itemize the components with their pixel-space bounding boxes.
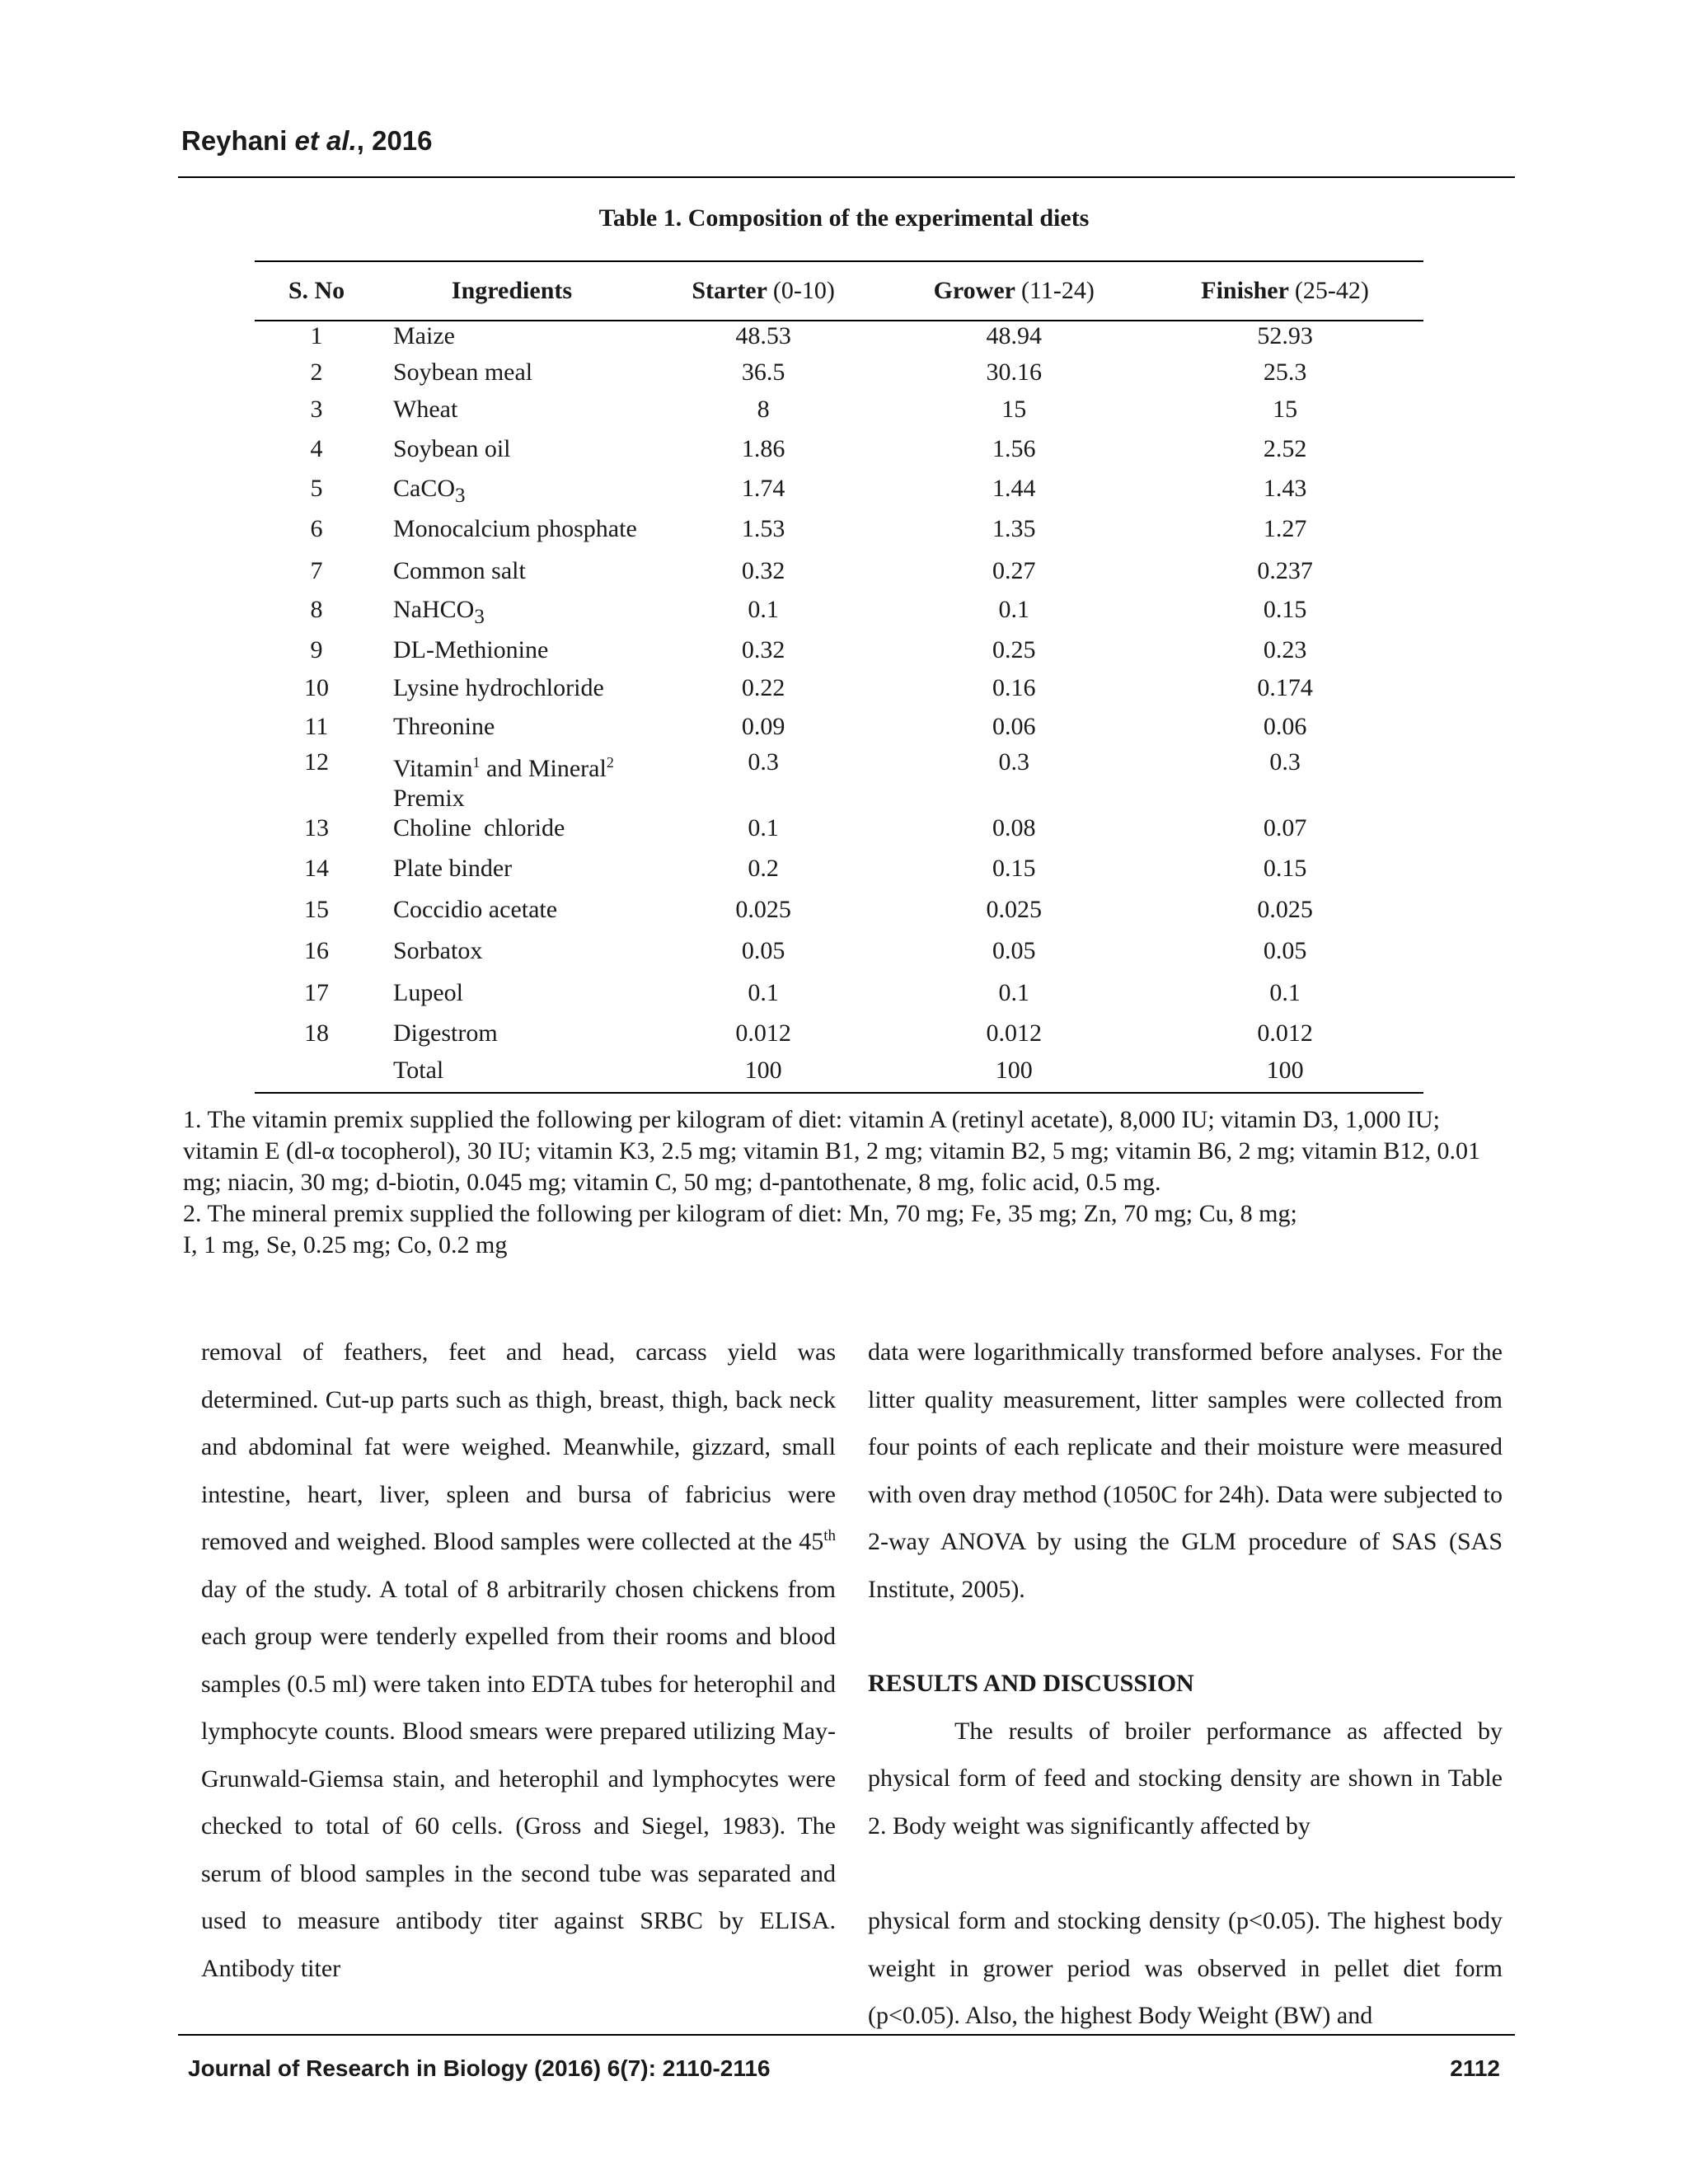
row-number: 6	[310, 515, 323, 542]
footer-journal-citation: Journal of Research in Biology (2016) 6(7): 2110-2116	[188, 2055, 771, 2081]
ingredient-text: Premix	[393, 785, 465, 812]
row-number: 14	[304, 855, 329, 882]
row-number: 10	[304, 674, 329, 701]
finisher-value: 0.15	[1263, 855, 1307, 882]
grower-value: 0.3	[998, 748, 1029, 776]
ingredient-name: Total	[378, 1056, 645, 1093]
table-row	[255, 712, 1423, 748]
ingredient-name: Lysine hydrochloride	[393, 674, 604, 701]
table-row	[255, 321, 1423, 358]
grower-value: 0.012	[986, 1019, 1042, 1047]
row-number: 3	[310, 396, 323, 423]
finisher-value: 0.15	[1263, 596, 1307, 623]
author-name: Reyhani	[181, 125, 295, 156]
starter-value: 1.53	[741, 515, 785, 542]
grower-value: 0.15	[992, 855, 1036, 882]
finisher-value: 100	[1146, 1056, 1423, 1093]
finisher-value: 0.1	[1269, 979, 1301, 1006]
ingredient-text: CaCO	[393, 475, 455, 502]
row-number: 16	[304, 937, 329, 964]
header-starter	[645, 261, 881, 321]
table-row	[255, 978, 1423, 1019]
table-row	[255, 595, 1423, 635]
subscript: 3	[455, 485, 466, 507]
table-header-row	[255, 261, 1423, 321]
starter-value: 0.09	[741, 713, 785, 740]
body-paragraph: physical form and stocking density (p<0.05). The highest body weight in grower period was observed in pellet diet form (p<0.05). Also, the highest Body Weight (BW) and	[868, 1907, 1503, 2029]
grower-value: 0.05	[992, 937, 1036, 964]
grower-value: 30.16	[986, 359, 1042, 386]
grower-value: 48.94	[986, 322, 1042, 349]
starter-value: 0.2	[748, 855, 779, 882]
ingredient-name: Digestrom	[393, 1019, 498, 1047]
starter-value: 0.1	[748, 596, 779, 623]
table-row	[255, 358, 1423, 395]
ingredient-name: Soybean meal	[393, 359, 533, 386]
ingredient-name	[378, 595, 645, 635]
grower-value: 0.1	[998, 596, 1029, 623]
body-text: day of the study. A total of 8 arbitrarily chosen chickens from each group were tenderly expelled from their rooms and blood samples (0.5 ml) were taken into EDTA tubes for heterophil and lymphocyte counts. Blood smears were prepared utilizing May-Grunwald-Giemsa stain, and heterophil and lymphocytes were checked to total of 60 cells. (Gross and Siegel, 1983). The serum of blood samples in the second tube was separated and used to measure antibody titer against SRBC by ELISA. Antibody titer	[201, 1575, 836, 1982]
grower-value: 1.56	[992, 435, 1036, 462]
row-number: 13	[304, 814, 329, 841]
starter-value: 0.32	[741, 636, 785, 663]
table-row	[255, 434, 1423, 474]
row-number: 2	[310, 359, 323, 386]
ingredient-name: Soybean oil	[393, 435, 511, 462]
ingredient-name: Monocalcium phosphate	[393, 515, 637, 542]
running-header	[181, 125, 433, 157]
ingredient-text: and Mineral	[480, 755, 607, 782]
table-row	[255, 514, 1423, 556]
ingredient-name: Choline chloride	[393, 814, 565, 841]
starter-range: (0-10)	[772, 277, 835, 304]
starter-value: 1.86	[741, 435, 785, 462]
ingredient-name: Lupeol	[393, 979, 463, 1006]
starter-value: 0.012	[735, 1019, 791, 1047]
finisher-value: 2.52	[1263, 435, 1307, 462]
finisher-value: 0.23	[1263, 636, 1307, 663]
grower-value: 0.06	[992, 713, 1036, 740]
header-ingredients: Ingredients	[378, 261, 645, 321]
finisher-label: Finisher	[1201, 277, 1295, 304]
ingredient-text: Vitamin	[393, 755, 473, 782]
starter-value: 0.1	[748, 979, 779, 1006]
grower-range: (11-24)	[1020, 277, 1095, 304]
row-number: 5	[310, 475, 323, 502]
finisher-value: 15	[1273, 396, 1298, 423]
row-number: 15	[304, 896, 329, 923]
starter-value: 0.025	[735, 896, 791, 923]
starter-value: 36.5	[741, 359, 785, 386]
table-row	[255, 395, 1423, 434]
body-paragraph	[201, 1329, 836, 1992]
starter-value: 0.05	[741, 937, 785, 964]
starter-value: 1.74	[741, 475, 785, 502]
starter-value: 8	[757, 396, 770, 423]
finisher-value: 0.012	[1257, 1019, 1313, 1047]
grower-value: 1.35	[992, 515, 1036, 542]
footnote-mineral-premix: 2. The mineral premix supplied the following per kilogram of diet: Mn, 70 mg; Fe, 35 mg; Zn, 70 mg; Cu, 8 mg;	[183, 1200, 1297, 1227]
table-row	[255, 673, 1423, 712]
grower-value: 1.44	[992, 475, 1036, 502]
grower-value: 100	[881, 1056, 1146, 1093]
ingredient-name: Sorbatox	[393, 937, 483, 964]
row-number: 4	[310, 435, 323, 462]
finisher-value: 0.07	[1263, 814, 1307, 841]
table-row	[255, 635, 1423, 673]
grower-value: 0.25	[992, 636, 1036, 663]
column-spacer	[868, 1849, 1503, 1897]
publication-year: , 2016	[356, 125, 433, 156]
finisher-value: 52.93	[1257, 322, 1313, 349]
table-row	[255, 1019, 1423, 1056]
grower-value: 0.27	[992, 557, 1036, 584]
row-number: 1	[310, 322, 323, 349]
finisher-value: 0.025	[1257, 896, 1313, 923]
starter-value: 48.53	[735, 322, 791, 349]
ingredient-name: Coccidio acetate	[393, 896, 558, 923]
row-number: 11	[304, 713, 329, 740]
grower-value: 0.025	[986, 896, 1042, 923]
ordinal-suffix: th	[823, 1527, 836, 1544]
finisher-value: 1.43	[1263, 475, 1307, 502]
grower-label: Grower	[933, 277, 1021, 304]
table-row	[255, 854, 1423, 895]
row-number	[255, 1056, 378, 1093]
table-row	[255, 748, 1423, 813]
table-row	[255, 474, 1423, 514]
row-number: 18	[304, 1019, 329, 1047]
header-grower	[881, 261, 1146, 321]
finisher-value: 0.237	[1257, 557, 1313, 584]
table-row	[255, 813, 1423, 854]
diet-composition-table	[255, 260, 1423, 1094]
finisher-value: 0.174	[1257, 674, 1313, 701]
header-sno: S. No	[255, 261, 378, 321]
footnote-mineral-premix-cont: I, 1 mg, Se, 0.25 mg; Co, 0.2 mg	[183, 1231, 508, 1258]
finisher-value: 25.3	[1263, 359, 1307, 386]
grower-value: 0.16	[992, 674, 1036, 701]
ingredient-name: Common salt	[393, 557, 526, 584]
body-column-left	[201, 1329, 836, 1992]
starter-value: 0.1	[748, 814, 779, 841]
ingredient-name	[378, 474, 645, 514]
header-finisher	[1146, 261, 1423, 321]
header-rule	[178, 176, 1515, 178]
ingredient-text: NaHCO	[393, 596, 475, 623]
footer-rule	[178, 2034, 1515, 2036]
row-number: 8	[310, 596, 323, 623]
finisher-value: 0.05	[1263, 937, 1307, 964]
grower-value: 0.08	[992, 814, 1036, 841]
ingredient-name: Plate binder	[393, 855, 513, 882]
starter-value: 100	[645, 1056, 881, 1093]
row-number: 12	[304, 748, 329, 776]
row-number: 9	[310, 636, 323, 663]
grower-value: 0.1	[998, 979, 1029, 1006]
finisher-value: 1.27	[1263, 515, 1307, 542]
table-row	[255, 936, 1423, 978]
grower-value: 15	[1001, 396, 1027, 423]
footnote-marker-1: 1	[472, 754, 481, 771]
table-footnotes	[183, 1104, 1502, 1261]
starter-value: 0.3	[748, 748, 779, 776]
body-text: removal of feathers, feet and head, carcass yield was determined. Cut-up parts such as thigh, breast, thigh, back neck and abdominal fat were weighed. Meanwhile, gizzard, small intestine, heart, liver, spleen and bursa of fabricius were removed and weighed. Blood samples were collected at the 45	[201, 1338, 836, 1555]
body-column-right	[868, 1329, 1503, 2040]
subscript: 3	[474, 606, 485, 628]
table-title: Table 1. Composition of the experimental diets	[598, 204, 1090, 232]
finisher-value: 0.06	[1263, 713, 1307, 740]
starter-label: Starter	[692, 277, 773, 304]
page-number: 2112	[1450, 2055, 1500, 2081]
starter-value: 0.22	[741, 674, 785, 701]
starter-value: 0.32	[741, 557, 785, 584]
table-row	[255, 895, 1423, 936]
footnote-marker-2: 2	[606, 754, 614, 771]
section-heading: RESULTS AND DISCUSSION	[868, 1670, 1194, 1697]
row-number: 17	[304, 979, 329, 1006]
ingredient-name: Maize	[393, 322, 455, 349]
ingredient-name: DL-Methionine	[393, 636, 549, 663]
footnote-vitamin-premix: 1. The vitamin premix supplied the following per kilogram of diet: vitamin A (retinyl acetate), 8,000 IU; vitamin D3, 1,000 IU; vitamin E (dl-α tocopherol), 30 IU; vitamin K3, 2.5 mg; vitamin B1, 2 mg; vitamin B2, 5 mg; vitamin B6, 2 mg; vitamin B12, 0.01 mg; niacin, 30 mg; d-biotin, 0.045 mg; vitamin C, 50 mg; d-pantothenate, 8 mg, folic acid, 0.5 mg.	[183, 1106, 1480, 1196]
table-row	[255, 556, 1423, 595]
ingredient-name	[378, 748, 645, 813]
finisher-range: (25-42)	[1294, 277, 1369, 304]
table-row-total	[255, 1056, 1423, 1093]
et-al: et al.	[294, 125, 357, 156]
row-number: 7	[310, 557, 323, 584]
body-paragraph: The results of broiler performance as affected by physical form of feed and stocking density are shown in Table 2. Body weight was significantly affected by	[868, 1717, 1503, 1840]
body-paragraph: data were logarithmically transformed before analyses. For the litter quality measurement, litter samples were collected from four points of each replicate and their moisture were measured with oven dray method (1050C for 24h). Data were subjected to 2-way ANOVA by using the GLM procedure of SAS (SAS Institute, 2005).	[868, 1338, 1503, 1603]
ingredient-name: Wheat	[393, 396, 458, 423]
finisher-value: 0.3	[1269, 748, 1301, 776]
ingredient-name: Threonine	[393, 713, 495, 740]
